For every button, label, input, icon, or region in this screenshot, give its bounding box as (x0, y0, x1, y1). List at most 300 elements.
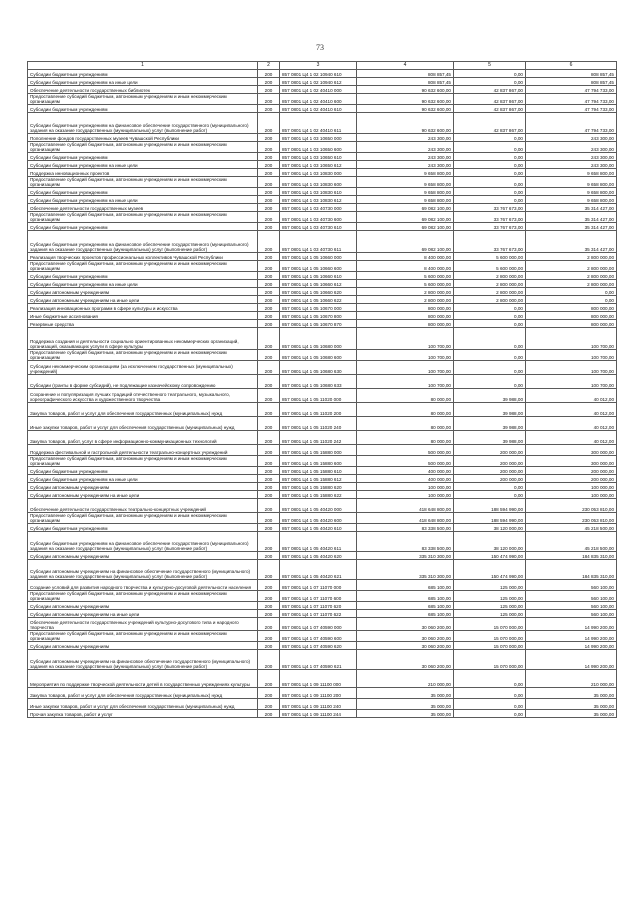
line-code-cell: 200 (258, 328, 280, 350)
amount-cell: 100 000,00 (526, 491, 617, 499)
table-row (28, 350, 617, 361)
amount-cell: 40 012,00 (526, 417, 617, 431)
amount-cell: 0,00 (454, 188, 526, 196)
budget-classification-code-cell: 857 0801 Ц4 1 07 11070 600 (280, 591, 357, 602)
expense-name-cell: Субсидии бюджетным учреждениям на иные цели (28, 475, 258, 483)
budget-classification-code-cell: 857 0801 Ц4 1 05 10670 870 (280, 320, 357, 328)
amount-cell: 5 600 000,00 (454, 253, 526, 261)
line-code-cell: 200 (258, 312, 280, 320)
expense-name-cell: Иные закупки товаров, работ и услуг для обеспечения государственных (муниципальных) нужд (28, 417, 258, 431)
amount-cell: 0,00 (454, 350, 526, 361)
expense-name-cell: Предоставление субсидий бюджетным, автономным учреждениям и иным некоммерческим организациям (28, 212, 258, 223)
line-code-cell: 200 (258, 483, 280, 491)
expense-name-cell: Субсидии бюджетным учреждениям (28, 188, 258, 196)
expense-name-cell: Поддержка инновационных проектов (28, 169, 258, 177)
amount-cell: 200 000,00 (454, 475, 526, 483)
amount-cell: 14 990 200,00 (526, 618, 617, 631)
expense-name-cell: Предоставление субсидий бюджетным, автономным учреждениям и иным некоммерческим организациям (28, 631, 258, 642)
line-code-cell: 200 (258, 231, 280, 253)
expense-name-cell: Субсидии бюджетным учреждениям (28, 105, 258, 113)
table-row (28, 188, 617, 196)
amount-cell: 83 338 500,00 (357, 524, 454, 532)
amount-cell: 40 012,00 (526, 431, 617, 445)
expense-name-cell: Поддержка создания и деятельности социально ориентированных некоммерческих организаций, организаций, оказывающих услуги в сфере культуры (28, 328, 258, 350)
amount-cell: 80 000,00 (357, 389, 454, 403)
amount-cell: 35 314 427,00 (526, 212, 617, 223)
table-row (28, 475, 617, 483)
amount-cell: 243 300,00 (357, 161, 454, 169)
header-cell: 5 (454, 62, 526, 70)
table-row (28, 304, 617, 312)
table-row (28, 105, 617, 113)
amount-cell: 400 000,00 (357, 467, 454, 475)
amount-cell: 8 400 000,00 (357, 253, 454, 261)
header-cell: 1 (28, 62, 258, 70)
budget-classification-code-cell: 857 0801 Ц4 1 09 11100 244 (280, 710, 357, 718)
amount-cell: 800 000,00 (526, 312, 617, 320)
expense-name-cell: Субсидии бюджетным учреждениям (28, 70, 258, 78)
table-row (28, 153, 617, 161)
line-code-cell: 200 (258, 431, 280, 445)
amount-cell: 0,00 (526, 288, 617, 296)
amount-cell: 15 070 000,00 (454, 618, 526, 631)
amount-cell: 200 000,00 (526, 475, 617, 483)
expense-name-cell: Субсидии бюджетным учреждениям на иные цели (28, 196, 258, 204)
amount-cell: 0,00 (454, 328, 526, 350)
line-code-cell: 200 (258, 361, 280, 375)
table-row (28, 431, 617, 445)
budget-classification-code-cell: 857 0801 Ц4 1 07 11070 622 (280, 610, 357, 618)
expense-name-cell: Субсидии бюджетным учреждениям на финансовое обеспечение государственного (муниципального) задания на оказание государственных (муниципальных) услуг (выполнение работ) (28, 532, 258, 552)
amount-cell: 0,00 (526, 296, 617, 304)
table-row (28, 361, 617, 375)
amount-cell: 2 800 000,00 (526, 253, 617, 261)
amount-cell: 2 800 000,00 (357, 296, 454, 304)
amount-cell: 35 000,00 (357, 699, 454, 710)
amount-cell: 0,00 (454, 688, 526, 699)
amount-cell: 150 474 990,00 (454, 552, 526, 560)
line-code-cell: 200 (258, 532, 280, 552)
budget-classification-code-cell: 857 0801 Ц4 1 05 40420 620 (280, 552, 357, 560)
table-row (28, 177, 617, 188)
amount-cell: 2 800 000,00 (526, 261, 617, 272)
budget-classification-code-cell: 857 0801 Ц4 1 07 40590 000 (280, 618, 357, 631)
amount-cell: 69 082 100,00 (357, 223, 454, 231)
table-row (28, 642, 617, 650)
amount-cell: 243 300,00 (526, 142, 617, 153)
table-row (28, 591, 617, 602)
table-row (28, 296, 617, 304)
line-code-cell: 200 (258, 288, 280, 296)
expense-name-cell: Предоставление субсидий бюджетным, автономным учреждениям и иным некоммерческим организациям (28, 142, 258, 153)
budget-classification-code-cell: 857 0801 Ц4 1 03 40730 611 (280, 231, 357, 253)
line-code-cell: 200 (258, 161, 280, 169)
budget-classification-code-cell: 857 0801 Ц4 1 05 10680 000 (280, 328, 357, 350)
table-row (28, 261, 617, 272)
amount-cell: 2 800 000,00 (526, 272, 617, 280)
amount-cell: 0,00 (454, 78, 526, 86)
amount-cell: 100 700,00 (357, 375, 454, 389)
line-code-cell: 200 (258, 86, 280, 94)
amount-cell: 500 000,00 (357, 445, 454, 456)
amount-cell: 35 000,00 (526, 699, 617, 710)
amount-cell: 9 658 800,00 (357, 177, 454, 188)
table-row (28, 312, 617, 320)
line-code-cell: 200 (258, 304, 280, 312)
table-row (28, 113, 617, 134)
line-code-cell: 200 (258, 688, 280, 699)
amount-cell: 800 000,00 (526, 320, 617, 328)
amount-cell: 39 988,00 (454, 431, 526, 445)
amount-cell: 33 767 673,00 (454, 223, 526, 231)
budget-classification-code-cell: 857 0801 Ц4 1 07 40590 600 (280, 631, 357, 642)
line-code-cell: 200 (258, 389, 280, 403)
amount-cell: 0,00 (454, 169, 526, 177)
amount-cell: 0,00 (454, 670, 526, 688)
amount-cell: 0,00 (454, 177, 526, 188)
amount-cell: 808 857,45 (357, 70, 454, 78)
amount-cell: 125 000,00 (454, 610, 526, 618)
amount-cell: 125 000,00 (454, 591, 526, 602)
expense-name-cell: Сохранение и популяризация лучших традиций отечественного театрального, музыкального, хореографического искусства и художественного творчества (28, 389, 258, 403)
amount-cell: 42 837 867,00 (454, 86, 526, 94)
table-row (28, 580, 617, 591)
budget-classification-code-cell: 857 0801 Ц4 1 05 10660 000 (280, 253, 357, 261)
amount-cell: 2 800 000,00 (454, 296, 526, 304)
table-row (28, 710, 617, 718)
amount-cell: 100 700,00 (526, 361, 617, 375)
expense-name-cell: Резервные средства (28, 320, 258, 328)
amount-cell: 35 314 427,00 (526, 223, 617, 231)
amount-cell: 90 632 600,00 (357, 105, 454, 113)
table-row (28, 142, 617, 153)
budget-classification-code-cell: 857 0801 Ц4 1 07 40590 620 (280, 642, 357, 650)
amount-cell: 200 000,00 (454, 467, 526, 475)
line-code-cell: 200 (258, 560, 280, 580)
line-code-cell: 200 (258, 618, 280, 631)
table-row (28, 280, 617, 288)
amount-cell: 39 988,00 (454, 389, 526, 403)
amount-cell: 685 100,00 (357, 591, 454, 602)
amount-cell: 40 012,00 (526, 403, 617, 417)
table-row (28, 631, 617, 642)
amount-cell: 2 800 000,00 (454, 288, 526, 296)
budget-classification-code-cell: 857 0801 Ц4 1 05 40420 621 (280, 560, 357, 580)
line-code-cell: 200 (258, 350, 280, 361)
budget-classification-code-cell: 857 0801 Ц4 1 03 10830 610 (280, 188, 357, 196)
header-cell: 2 (258, 62, 280, 70)
amount-cell: 100 000,00 (357, 491, 454, 499)
amount-cell: 100 700,00 (357, 350, 454, 361)
amount-cell: 418 648 800,00 (357, 499, 454, 513)
line-code-cell: 200 (258, 591, 280, 602)
amount-cell: 69 082 100,00 (357, 231, 454, 253)
amount-cell: 35 314 427,00 (526, 204, 617, 212)
amount-cell: 184 835 310,00 (526, 560, 617, 580)
line-code-cell: 200 (258, 177, 280, 188)
amount-cell: 42 837 867,00 (454, 105, 526, 113)
amount-cell: 685 100,00 (357, 580, 454, 591)
budget-classification-code-cell: 857 0801 Ц4 1 05 10680 633 (280, 375, 357, 389)
line-code-cell: 200 (258, 642, 280, 650)
budget-classification-code-cell: 857 0801 Ц4 1 02 10940 610 (280, 70, 357, 78)
budget-classification-code-cell: 857 0801 Ц4 1 03 40730 600 (280, 212, 357, 223)
budget-classification-code-cell: 857 0801 Ц4 1 05 15880 600 (280, 456, 357, 467)
table-row (28, 513, 617, 524)
budget-table (27, 61, 617, 718)
table-row (28, 524, 617, 532)
amount-cell: 100 000,00 (526, 483, 617, 491)
table-row (28, 161, 617, 169)
amount-cell: 685 100,00 (357, 602, 454, 610)
budget-classification-code-cell: 857 0801 Ц4 1 05 15880 620 (280, 483, 357, 491)
expense-name-cell: Обеспечение деятельности государственных библиотек (28, 86, 258, 94)
amount-cell: 0,00 (454, 483, 526, 491)
table-row (28, 70, 617, 78)
expense-name-cell: Субсидии автономным учреждениям (28, 552, 258, 560)
expense-name-cell: Реализация инновационных программ в сфере культуры и искусства (28, 304, 258, 312)
budget-classification-code-cell: 857 0801 Ц4 1 02 40410 000 (280, 86, 357, 94)
line-code-cell: 200 (258, 113, 280, 134)
amount-cell: 90 632 600,00 (357, 94, 454, 105)
line-code-cell: 200 (258, 445, 280, 456)
amount-cell: 47 794 733,00 (526, 113, 617, 134)
header-cell: 4 (357, 62, 454, 70)
budget-classification-code-cell: 857 0801 Ц4 1 03 10650 000 (280, 134, 357, 142)
amount-cell: 230 053 810,00 (526, 513, 617, 524)
amount-cell: 100 700,00 (357, 361, 454, 375)
amount-cell: 33 767 673,00 (454, 212, 526, 223)
amount-cell: 300 000,00 (526, 445, 617, 456)
amount-cell: 2 800 000,00 (526, 280, 617, 288)
amount-cell: 40 012,00 (526, 389, 617, 403)
table-row (28, 445, 617, 456)
line-code-cell: 200 (258, 403, 280, 417)
table-row (28, 650, 617, 670)
amount-cell: 47 794 733,00 (526, 86, 617, 94)
expense-name-cell: Предоставление субсидий бюджетным, автономным учреждениям и иным некоммерческим организациям (28, 591, 258, 602)
budget-classification-code-cell: 857 0801 Ц4 1 07 11070 000 (280, 580, 357, 591)
table-header-row (28, 62, 617, 70)
line-code-cell: 200 (258, 467, 280, 475)
amount-cell: 0,00 (454, 196, 526, 204)
budget-classification-code-cell: 857 0801 Ц4 1 05 40420 000 (280, 499, 357, 513)
expense-name-cell: Предоставление субсидий бюджетным, автономным учреждениям и иным некоммерческим организациям (28, 513, 258, 524)
expense-name-cell: Предоставление субсидий бюджетным, автономным учреждениям и иным некоммерческим организациям (28, 456, 258, 467)
amount-cell: 800 000,00 (357, 304, 454, 312)
page-number: 73 (316, 43, 324, 52)
amount-cell: 42 837 867,00 (454, 113, 526, 134)
amount-cell: 80 000,00 (357, 417, 454, 431)
amount-cell: 418 648 800,00 (357, 513, 454, 524)
expense-name-cell: Субсидии бюджетным учреждениям на финансовое обеспечение государственного (муниципального) задания на оказание государственных (муниципальных) услуг (выполнение работ) (28, 113, 258, 134)
amount-cell: 9 658 800,00 (526, 188, 617, 196)
amount-cell: 9 658 800,00 (357, 169, 454, 177)
amount-cell: 0,00 (454, 142, 526, 153)
amount-cell: 800 000,00 (357, 312, 454, 320)
line-code-cell: 200 (258, 602, 280, 610)
amount-cell: 0,00 (454, 304, 526, 312)
budget-classification-code-cell: 857 0801 Ц4 1 05 10670 800 (280, 312, 357, 320)
line-code-cell: 200 (258, 105, 280, 113)
amount-cell: 35 000,00 (526, 688, 617, 699)
amount-cell: 200 000,00 (454, 445, 526, 456)
amount-cell: 15 070 000,00 (454, 642, 526, 650)
amount-cell: 30 060 200,00 (357, 642, 454, 650)
table-row (28, 169, 617, 177)
amount-cell: 335 310 300,00 (357, 560, 454, 580)
budget-classification-code-cell: 857 0801 Ц4 1 05 10660 622 (280, 296, 357, 304)
expense-name-cell: Субсидии бюджетным учреждениям на иные цели (28, 78, 258, 86)
amount-cell: 125 000,00 (454, 602, 526, 610)
amount-cell: 80 000,00 (357, 403, 454, 417)
line-code-cell: 200 (258, 142, 280, 153)
expense-name-cell: Субсидии автономным учреждениям (28, 288, 258, 296)
amount-cell: 808 857,45 (526, 70, 617, 78)
expense-name-cell: Субсидии бюджетным учреждениям на иные цели (28, 280, 258, 288)
amount-cell: 560 100,00 (526, 610, 617, 618)
expense-name-cell: Субсидии бюджетным учреждениям (28, 524, 258, 532)
budget-classification-code-cell: 857 0801 Ц4 1 03 10830 000 (280, 169, 357, 177)
budget-classification-code-cell: 857 0801 Ц4 1 03 10650 600 (280, 142, 357, 153)
expense-name-cell: Субсидии автономным учреждениям на иные цели (28, 296, 258, 304)
expense-name-cell: Субсидии автономным учреждениям на финансовое обеспечение государственного (муниципального) задания на оказание государственных (муниципальных) услуг (выполнение работ) (28, 560, 258, 580)
budget-classification-code-cell: 857 0801 Ц4 1 05 40420 610 (280, 524, 357, 532)
budget-classification-code-cell: 857 0801 Ц4 1 07 11070 620 (280, 602, 357, 610)
line-code-cell: 200 (258, 94, 280, 105)
expense-name-cell: Поддержка фестивальной и гастрольной деятельности театрально-концертных учреждений (28, 445, 258, 456)
line-code-cell: 200 (258, 475, 280, 483)
expense-name-cell: Субсидии бюджетным учреждениям на иные цели (28, 161, 258, 169)
amount-cell: 15 070 000,00 (454, 650, 526, 670)
budget-classification-code-cell: 857 0801 Ц4 1 05 11020 240 (280, 417, 357, 431)
budget-classification-code-cell: 857 0801 Ц4 1 05 15880 610 (280, 467, 357, 475)
expense-name-cell: Субсидии автономным учреждениям на иные цели (28, 610, 258, 618)
budget-classification-code-cell: 857 0801 Ц4 1 03 40730 610 (280, 223, 357, 231)
budget-classification-code-cell: 857 0801 Ц4 1 03 40730 000 (280, 204, 357, 212)
table-row (28, 499, 617, 513)
amount-cell: 808 857,45 (357, 78, 454, 86)
line-code-cell: 200 (258, 320, 280, 328)
expense-name-cell: Реализация творческих проектов профессиональных коллективов Чувашской Республики (28, 253, 258, 261)
budget-classification-code-cell: 857 0801 Ц4 1 05 15880 000 (280, 445, 357, 456)
amount-cell: 80 000,00 (357, 431, 454, 445)
budget-classification-code-cell: 857 0801 Ц4 1 02 40410 600 (280, 94, 357, 105)
amount-cell: 0,00 (454, 312, 526, 320)
expense-name-cell: Создание условий для развития народного творчества и культурно-досуговой деятельности населения (28, 580, 258, 591)
budget-classification-code-cell: 857 0801 Ц4 1 05 10670 000 (280, 304, 357, 312)
amount-cell: 39 988,00 (454, 403, 526, 417)
expense-name-cell: Предоставление субсидий бюджетным, автономным учреждениям и иным некоммерческим организациям (28, 261, 258, 272)
amount-cell: 200 000,00 (526, 467, 617, 475)
table-row (28, 272, 617, 280)
line-code-cell: 200 (258, 169, 280, 177)
table-row (28, 610, 617, 618)
amount-cell: 230 053 810,00 (526, 499, 617, 513)
line-code-cell: 200 (258, 650, 280, 670)
amount-cell: 0,00 (454, 70, 526, 78)
budget-classification-code-cell: 857 0801 Ц4 1 05 40420 611 (280, 532, 357, 552)
expense-name-cell: Субсидии бюджетным учреждениям (28, 467, 258, 475)
expense-name-cell: Субсидии некоммерческим организациям (за исключением государственных (муниципальных) учреждений) (28, 361, 258, 375)
table-row (28, 94, 617, 105)
table-row (28, 532, 617, 552)
table-row (28, 467, 617, 475)
amount-cell: 0,00 (454, 491, 526, 499)
amount-cell: 100 700,00 (526, 350, 617, 361)
amount-cell: 2 800 000,00 (454, 280, 526, 288)
line-code-cell: 200 (258, 710, 280, 718)
amount-cell: 210 000,00 (357, 670, 454, 688)
line-code-cell: 200 (258, 513, 280, 524)
amount-cell: 0,00 (454, 710, 526, 718)
amount-cell: 100 700,00 (526, 328, 617, 350)
budget-classification-code-cell: 857 0801 Ц4 1 02 10940 612 (280, 78, 357, 86)
table-row (28, 328, 617, 350)
amount-cell: 35 314 427,00 (526, 231, 617, 253)
budget-classification-code-cell: 857 0801 Ц4 1 03 10650 612 (280, 161, 357, 169)
table-row (28, 231, 617, 253)
budget-classification-code-cell: 857 0801 Ц4 1 03 10830 612 (280, 196, 357, 204)
expense-name-cell: Предоставление субсидий бюджетным, автономным учреждениям и иным некоммерческим организациям (28, 94, 258, 105)
expense-name-cell: Субсидии автономным учреждениям (28, 602, 258, 610)
amount-cell: 188 594 990,00 (454, 499, 526, 513)
amount-cell: 800 000,00 (526, 304, 617, 312)
table-row (28, 417, 617, 431)
amount-cell: 0,00 (454, 361, 526, 375)
table-row (28, 699, 617, 710)
amount-cell: 47 794 733,00 (526, 105, 617, 113)
amount-cell: 33 767 673,00 (454, 231, 526, 253)
line-code-cell: 200 (258, 188, 280, 196)
amount-cell: 0,00 (454, 699, 526, 710)
budget-classification-code-cell: 857 0801 Ц4 1 02 40410 610 (280, 105, 357, 113)
line-code-cell: 200 (258, 70, 280, 78)
expense-name-cell: Субсидии (гранты в форме субсидий), не подлежащие казначейскому сопровождению (28, 375, 258, 389)
amount-cell: 685 100,00 (357, 610, 454, 618)
amount-cell: 90 632 600,00 (357, 113, 454, 134)
amount-cell: 243 300,00 (357, 153, 454, 161)
amount-cell: 0,00 (454, 134, 526, 142)
line-code-cell: 200 (258, 699, 280, 710)
expense-name-cell: Обеспечение деятельности государственных учреждений культурно-досугового типа и народного творчества (28, 618, 258, 631)
amount-cell: 0,00 (454, 320, 526, 328)
table-row (28, 552, 617, 560)
amount-cell: 47 794 733,00 (526, 94, 617, 105)
table-row (28, 212, 617, 223)
amount-cell: 243 300,00 (357, 134, 454, 142)
line-code-cell: 200 (258, 134, 280, 142)
table-row (28, 483, 617, 491)
amount-cell: 14 990 200,00 (526, 642, 617, 650)
amount-cell: 33 767 673,00 (454, 204, 526, 212)
amount-cell: 243 300,00 (526, 134, 617, 142)
budget-table-body (28, 62, 617, 718)
budget-classification-code-cell: 857 0801 Ц4 1 03 10650 610 (280, 153, 357, 161)
table-row (28, 78, 617, 86)
amount-cell: 800 000,00 (357, 320, 454, 328)
line-code-cell: 200 (258, 261, 280, 272)
expense-name-cell: Субсидии автономным учреждениям (28, 642, 258, 650)
budget-classification-code-cell: 857 0801 Ц4 1 05 10680 630 (280, 361, 357, 375)
amount-cell: 90 632 600,00 (357, 86, 454, 94)
expense-name-cell: Обеспечение деятельности государственных театрально-концертных учреждений (28, 499, 258, 513)
budget-classification-code-cell: 857 0801 Ц4 1 03 10830 600 (280, 177, 357, 188)
amount-cell: 184 835 310,00 (526, 552, 617, 560)
table-row (28, 320, 617, 328)
amount-cell: 35 000,00 (526, 710, 617, 718)
amount-cell: 9 658 800,00 (357, 188, 454, 196)
